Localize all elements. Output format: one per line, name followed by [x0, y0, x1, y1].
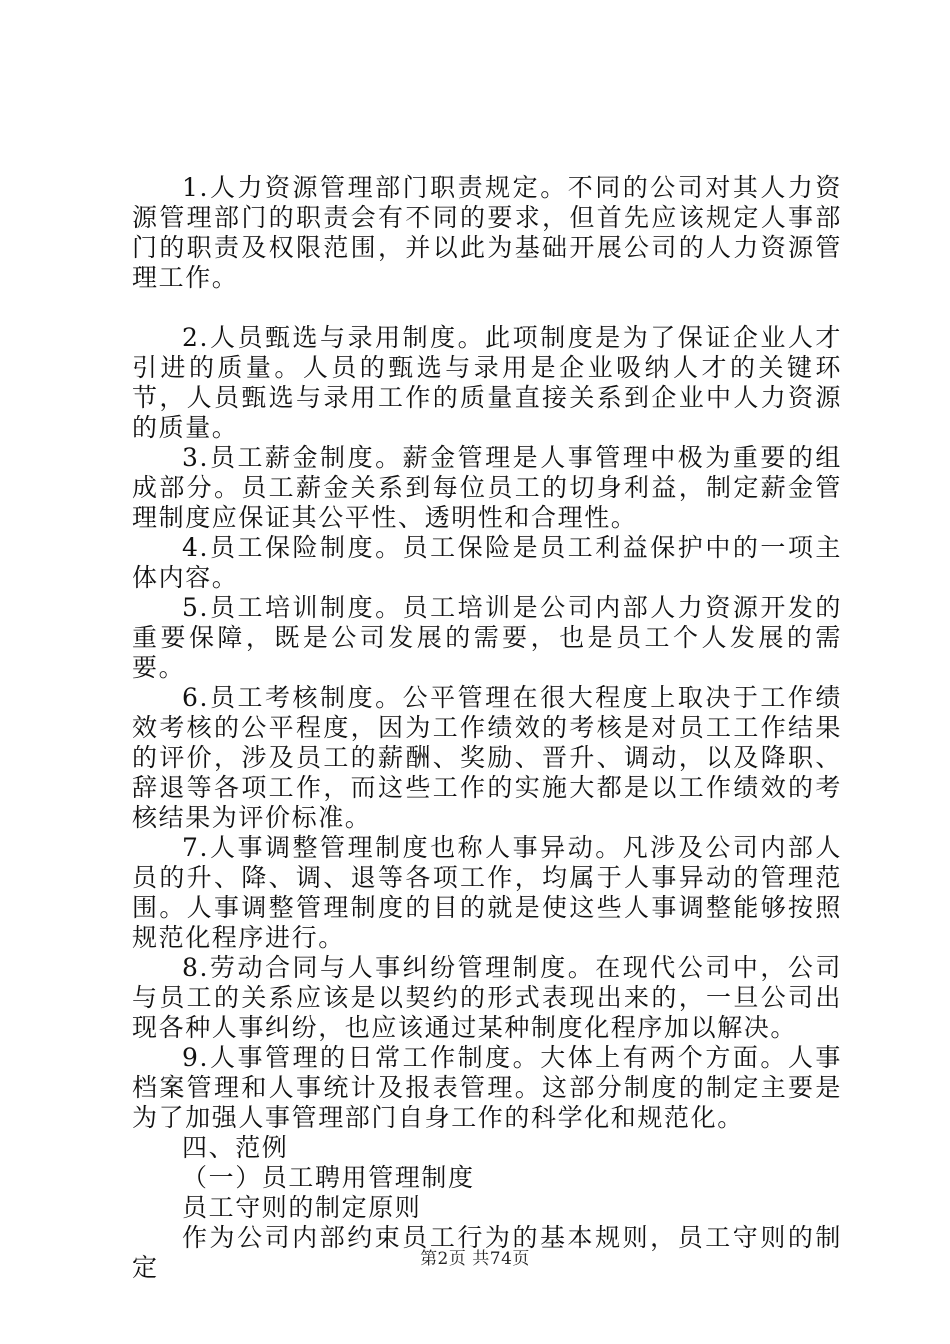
subsection-heading-code-principles: 员工守则的制定原则: [182, 1193, 422, 1222]
paragraph-personnel-adjustment: 7.人事调整管理制度也称人事异动。凡涉及公司内部人员的升、降、调、退等各项工作，均属于人事异动的管理范围。人事调整管理制度的目的就是使这些人事调整能够按照规范化程序进行。: [132, 833, 842, 952]
paragraph-assessment: 6.员工考核制度。公平管理在很大程度上取决于工作绩效考核的公平程度，因为工作绩效的考核是对员工工作结果的评价，涉及员工的薪酬、奖励、晋升、调动，以及降职、辞退等各项工作，而这些工作的实施大都是以工作绩效的考核结果为评价标准。: [132, 683, 842, 832]
document-body: [132, 173, 842, 1283]
paragraph-code-intro: 作为公司内部约束员工行为的基本规则，员工守则的制定: [132, 1223, 842, 1282]
paragraph-salary: 3.员工薪金制度。薪金管理是人事管理中极为重要的组成部分。员工薪金关系到每位员工的切身利益，制定薪金管理制度应保证其公平性、透明性和合理性。: [132, 443, 842, 532]
paragraph-hr-dept-duties: 1.人力资源管理部门职责规定。不同的公司对其人力资源管理部门的职责会有不同的要求，但首先应该规定人事部门的职责及权限范围，并以此为基础开展公司的人力资源管理工作。: [132, 173, 842, 292]
paragraph-recruitment: 2.人员甄选与录用制度。此项制度是为了保证企业人才引进的质量。人员的甄选与录用是企业吸纳人才的关键环节，人员甄选与录用工作的质量直接关系到企业中人力资源的质量。: [132, 323, 842, 442]
paragraph-daily-work: 9.人事管理的日常工作制度。大体上有两个方面。人事档案管理和人事统计及报表管理。这部分制度的制定主要是为了加强人事管理部门自身工作的科学化和规范化。: [132, 1043, 842, 1132]
subsection-heading-hiring: （一）员工聘用管理制度: [182, 1163, 475, 1192]
paragraph-insurance: 4.员工保险制度。员工保险是员工利益保护中的一项主体内容。: [132, 533, 842, 592]
paragraph-training: 5.员工培训制度。员工培训是公司内部人力资源开发的重要保障，既是公司发展的需要，也是员工个人发展的需要。: [132, 593, 842, 682]
paragraph-labor-contract: 8.劳动合同与人事纠纷管理制度。在现代公司中，公司与员工的关系应该是以契约的形式表现出来的，一旦公司出现各种人事纠纷，也应该通过某种制度化程序加以解决。: [132, 953, 842, 1042]
page-number-footer: 第2页 共74页: [420, 1249, 530, 1269]
section-heading-examples: 四、范例: [182, 1133, 289, 1162]
